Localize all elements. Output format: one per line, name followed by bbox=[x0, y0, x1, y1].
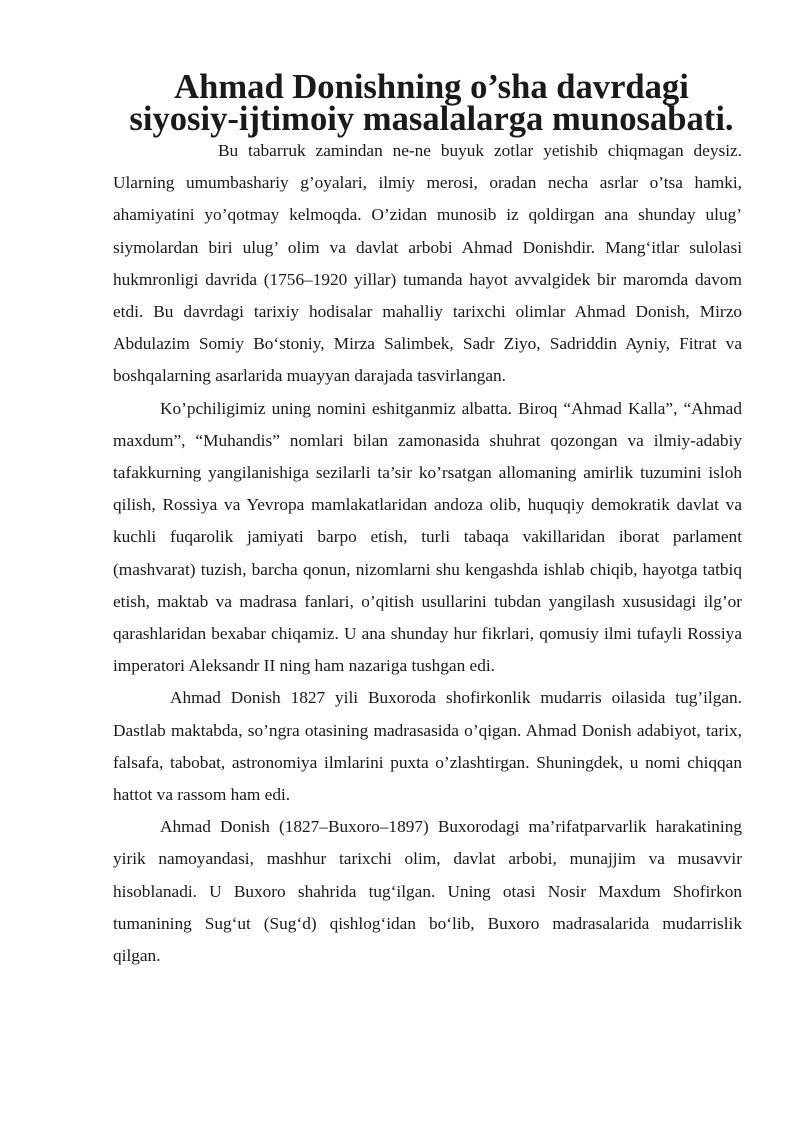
document-title: Ahmad Donishning o’sha davrdagi siyosiy-ijtimoiy masalalarga munosabati. bbox=[129, 68, 734, 138]
document-page bbox=[113, 68, 742, 972]
paragraph-4: Ahmad Donish (1827–Buxoro–1897) Buxorodagi ma’rifatparvarlik harakatining yirik namoyandasi, mashhur tarixchi olim, davlat arbobi, munajjim va musavvir hisoblanadi. U Buxoro shahrida tug‘ilgan. Uning otasi Nosir Maxdum Shofirkon tumanining Sug‘ut (Sug‘d) qishlog‘idan bo‘lib, Buxoro madrasalarida mudarrislik qilgan. bbox=[113, 817, 742, 966]
paragraph-2: Ko’pchiligimiz uning nomini eshitganmiz albatta. Biroq “Ahmad Kalla”, “Ahmad maxdum”, “Muhandis” nomlari bilan zamonasida shuhrat qozongan va ilmiy-adabiy tafakkurning yangilanishiga sezilarli ta’sir ko’rsatgan allomaning amirlik tuzumini isloh qilish, Rossiya va Yevropa mamlakatlaridan andoza olib, huquqiy demokratik davlat va kuchli fuqarolik jamiyati barpo etish, turli tabaqa vakillaridan iborat parlament (mashvarat) tuzish, barcha qonun, nizomlarni shu kengashda ishlab chiqib, hayotga tatbiq etish, maktab va madrasa fanlari, o’qitish usullarini tubdan yangilash xususidagi ilg’or qarashlaridan bexabar chiqamiz. U ana shunday hur fikrlari, qomusiy ilmi tufayli Rossiya imperatori Aleksandr II ning ham nazariga tushgan edi. bbox=[113, 398, 742, 676]
paragraph-3: Ahmad Donish 1827 yili Buxoroda shofirkonlik mudarris oilasida tug’ilgan. Dastlab maktabda, so’ngra otasining madrasasida o’qigan. Ahmad Donish adabiyot, tarix, falsafa, tabobat, astronomiya ilmlarini puxta o’zlashtirgan. Shuningdek, u nomi chiqqan hattot va rassom ham edi. bbox=[113, 688, 742, 805]
paragraph-1: Bu tabarruk zamindan ne-ne buyuk zotlar yetishib chiqmagan deysiz. Ularning umumbashariy g’oyalari, ilmiy merosi, oradan necha asrlar o’tsa hamki, ahamiyatini yo’qotmay kelmoqda. O’zidan munosib iz qoldirgan ana shunday ulug’ siymolardan biri ulug’ olim va davlat arbobi Ahmad Donishdir. Mang‘itlar sulolasi hukmronligi davrida (1756–1920 yillar) tumanda hayot avvalgidek bir maromda davom etdi. Bu davrdagi tarixiy hodisalar mahalliy tarixchi olimlar Ahmad Donish, Mirzo Abdulazim Somiy Bo‘stoniy, Mirza Salimbek, Sadr Ziyo, Sadriddin Ayniy, Fitrat va boshqalarning asarlarida muayyan darajada tasvirlangan. bbox=[113, 141, 742, 386]
